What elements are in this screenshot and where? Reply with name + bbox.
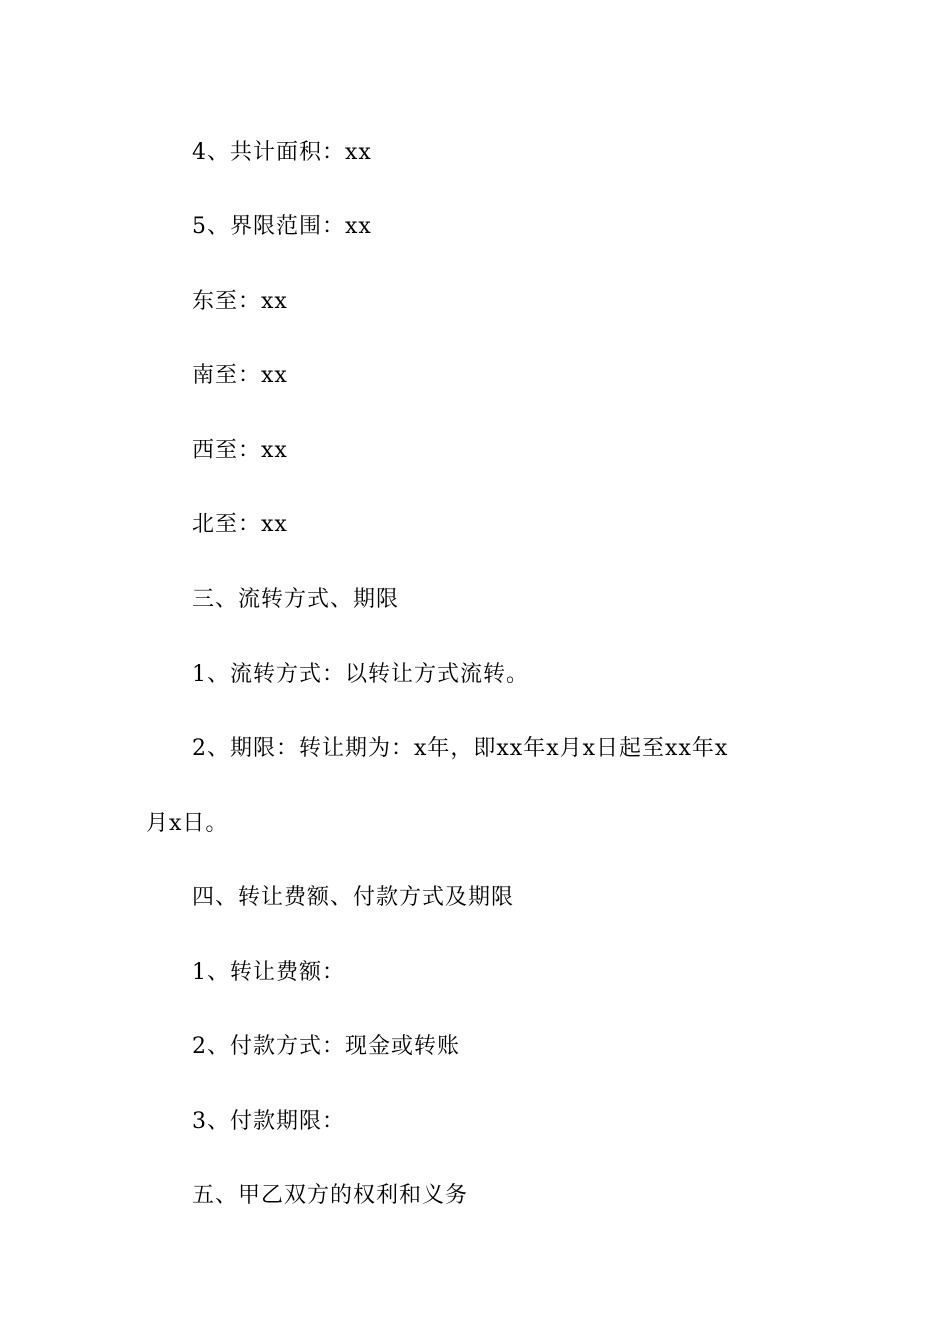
section-heading-transfer-method: 三、流转方式、期限 bbox=[192, 587, 400, 612]
boundary-north: 北至：xx bbox=[192, 512, 288, 537]
boundary-west: 西至：xx bbox=[192, 438, 288, 463]
item-boundary-range: 5、界限范围：xx bbox=[192, 214, 372, 239]
item-transfer-fee: 1、转让费额： bbox=[192, 960, 345, 985]
item-term-line-2: 月x日。 bbox=[146, 811, 229, 836]
section-heading-rights-obligations: 五、甲乙双方的权利和义务 bbox=[192, 1183, 469, 1208]
item-transfer-method: 1、流转方式：以转让方式流转。 bbox=[192, 662, 529, 687]
item-payment-term: 3、付款期限： bbox=[192, 1109, 345, 1134]
section-heading-transfer-fee: 四、转让费额、付款方式及期限 bbox=[192, 885, 515, 910]
boundary-south: 南至：xx bbox=[192, 363, 288, 388]
item-total-area: 4、共计面积：xx bbox=[192, 140, 372, 165]
item-payment-method: 2、付款方式：现金或转账 bbox=[192, 1034, 460, 1059]
item-term-line-1: 2、期限：转让期为：x年，即xx年x月x日起至xx年x bbox=[192, 736, 729, 761]
boundary-east: 东至：xx bbox=[192, 289, 288, 314]
